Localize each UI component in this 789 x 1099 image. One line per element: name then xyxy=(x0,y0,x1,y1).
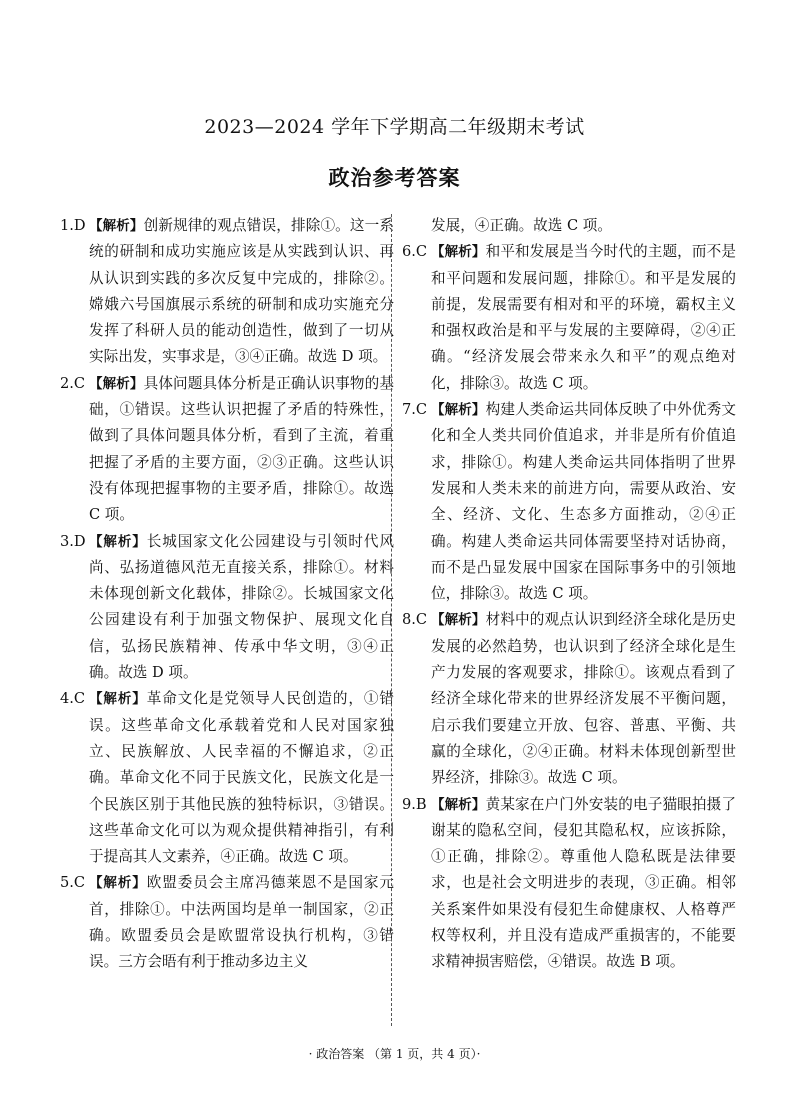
item-number: 5.C xyxy=(60,874,86,892)
item-number: 3.D xyxy=(60,532,86,550)
answer-key-heading: 政治参考答案 xyxy=(328,166,461,190)
item-text: 革命文化是党领导人民创造的，①错误。这些革命文化承载着党和人民对国家独立、民族解放、人民幸福的不懈追求，②正确。革命文化不同于民族文化，民族文化是一个民族区别于其他民族的独特标识，③错误。这些革命文化可以为观众提供精神指引，有利于提高其人文素养，④正确。故选 C 项。 xyxy=(89,690,394,866)
answer-item-1 xyxy=(60,213,394,371)
answer-item-3 xyxy=(60,529,394,687)
item-number: 1.D xyxy=(60,217,86,234)
analysis-tag: 【解析】 xyxy=(431,244,486,261)
item-text: 和平和发展是当今时代的主题，而不是和平问题和发展问题，排除①。和平是发展的前提，发展需要有相对和平的环境，霸权主义和强权政治是和平与发展的主要障碍，②④正确。“经济发展会带来永久和平”的观点绝对化，排除③。故选 C 项。 xyxy=(431,243,736,392)
analysis-tag: 【解析】 xyxy=(431,796,486,813)
item-text: 黄某家在户门外安装的电子猫眼拍摄了谢某的隐私空间，侵犯其隐私权，应该拆除，①正确，排除②。尊重他人隐私既是法律要求，也是社会文明进步的表现，③正确。相邻关系案件如果没有侵犯生命健康权、人格尊严权等权利，并且没有造成严重损害的，不能要求精神损害赔偿，④错误。故选 B 项。 xyxy=(431,795,736,971)
answer-item-7 xyxy=(402,397,736,607)
answer-item-5 xyxy=(60,870,394,975)
right-column xyxy=(402,213,736,976)
answer-item-6 xyxy=(402,239,736,397)
column-divider xyxy=(391,214,392,1026)
left-column xyxy=(60,213,394,976)
item-number: 9.B xyxy=(402,795,427,813)
item-number: 7.C xyxy=(402,401,428,419)
answer-item-9 xyxy=(402,792,736,976)
analysis-tag: 【解析】 xyxy=(89,218,144,234)
item-number: 4.C xyxy=(60,690,86,708)
exam-title: 2023—2024 学年下学期高二年级期末考试 xyxy=(204,116,585,138)
answer-item-2 xyxy=(60,371,394,529)
page-footer: · 政治答案 （第 1 页，共 4 页）· xyxy=(308,1047,481,1061)
item-text: 欧盟委员会主席冯德莱恩不是国家元首，排除①。中法两国均是单一制国家，②正确。欧盟委员会是欧盟常设执行机构，③错误。三方会晤有利于推动多边主义 xyxy=(89,874,394,971)
analysis-tag: 【解析】 xyxy=(89,375,144,392)
answer-item-4 xyxy=(60,686,394,870)
analysis-tag: 【解析】 xyxy=(431,402,486,419)
item-text: 构建人类命运共同体反映了中外优秀文化和全人类共同价值追求，并非是所有价值追求，排除①。构建人类命运共同体指明了世界发展和人类未来的前进方向，需要从政治、安全、经济、文化、生态多方面推动，②④正确。构建人类命运共同体需要坚持对话协商，而不是凸显发展中国家在国际事务中的引领地位，排除③。故选 C 项。 xyxy=(431,401,736,603)
item-number: 6.C xyxy=(402,243,428,261)
item-number: 2.C xyxy=(60,374,86,392)
item-text: 具体问题具体分析是正确认识事物的基础，①错误。这些认识把握了矛盾的特殊性，做到了具体问题具体分析，看到了主流，着重把握了矛盾的主要方面，②③正确。这些认识没有体现把握事物的主要矛盾，排除①。故选 C 项。 xyxy=(89,374,394,524)
item-text: 材料中的观点认识到经济全球化是历史发展的必然趋势，也认识到了经济全球化是生产力发展的客观要求，排除①。该观点看到了经济全球化带来的世界经济发展不平衡问题，启示我们要建立开放、包容、普惠、平衡、共赢的全球化，②④正确。材料未体现创新型世界经济，排除③。故选 C 项。 xyxy=(431,611,736,787)
item-number: 8.C xyxy=(402,611,428,629)
item-text: 长城国家文化公园建设与引领时代风尚、弘扬道德风范无直接关系，排除①。材料未体现创新文化载体，排除②。长城国家文化公园建设有利于加强文物保护、展现文化自信，弘扬民族精神、传承中华文明，③④正确。故选 D 项。 xyxy=(89,532,394,682)
item-text: 创新规律的观点错误，排除①。这一系统的研制和成功实施应该是从实践到认识、再从认识到实践的多次反复中完成的，排除②。嫦娥六号国旗展示系统的研制和成功实施充分发挥了科研人员的能动创造性，做到了一切从实际出发，实事求是，③④正确。故选 D 项。 xyxy=(89,217,394,366)
analysis-tag: 【解析】 xyxy=(89,875,147,892)
analysis-tag: 【解析】 xyxy=(89,691,147,708)
analysis-tag: 【解析】 xyxy=(431,612,486,629)
analysis-tag: 【解析】 xyxy=(89,533,147,550)
item-5-continuation: 发展，④正确。故选 C 项。 xyxy=(431,217,612,234)
answer-item-8 xyxy=(402,607,736,791)
